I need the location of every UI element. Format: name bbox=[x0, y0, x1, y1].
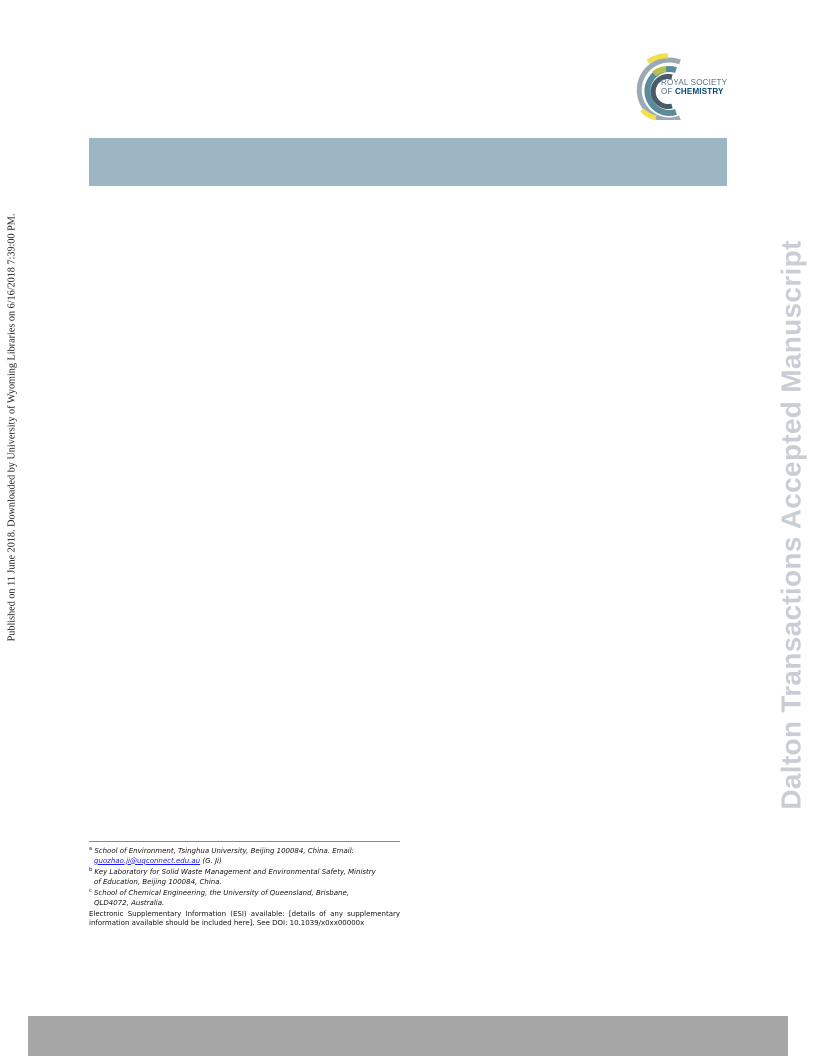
footer-bar bbox=[28, 1016, 788, 1056]
footnote-a-text: School of Environment, Tsinghua University, Beijing 100084, China. Email: bbox=[94, 847, 355, 855]
logo-line-2 bbox=[661, 87, 727, 96]
publication-stamp-text: Published on 11 June 2018. Downloaded by University of Wyoming Libraries on 6/16/2018 7:39:00 PM. bbox=[6, 213, 18, 642]
esi-statement: Electronic Supplementary Information (ESI) available: [details of any supplementary information available should be included here]. See DOI: 10.1039/x0xx00000x bbox=[89, 909, 400, 928]
logo-line-1: ROYAL SOCIETY bbox=[661, 78, 728, 87]
accepted-manuscript-watermark bbox=[770, 215, 814, 835]
rsc-logo-text bbox=[661, 78, 727, 96]
logo-line-2-prefix: OF bbox=[661, 87, 673, 96]
footnote-c-line1: School of Chemical Engineering, the University of Queensland, Brisbane, bbox=[93, 889, 349, 898]
footnote-b-line1: Key Laboratory for Solid Waste Management and Environmental Safety, Ministry bbox=[94, 868, 376, 877]
publication-stamp bbox=[3, 205, 21, 650]
footnote-marker: a bbox=[89, 846, 93, 852]
footnote-b bbox=[89, 866, 400, 887]
author-email-link[interactable]: guozhao.ji@uqconnect.edu.au bbox=[94, 856, 201, 865]
footnote-c-line2: QLD4072, Australia. bbox=[94, 898, 165, 907]
footnote-c bbox=[89, 887, 400, 908]
footnote-a bbox=[89, 845, 400, 866]
affiliation-footnotes bbox=[89, 841, 400, 929]
watermark-text: Dalton Transactions Accepted Manuscript bbox=[776, 240, 808, 810]
logo-line-2-bold: CHEMISTRY bbox=[674, 87, 724, 96]
footnote-b-line2: of Education, Beijing 100084, China. bbox=[94, 877, 222, 886]
footnote-marker: c bbox=[89, 888, 92, 895]
footnote-marker: b bbox=[89, 867, 93, 874]
title-header-bar bbox=[89, 138, 727, 186]
footnote-a-suffix: (G. Ji) bbox=[200, 856, 222, 865]
